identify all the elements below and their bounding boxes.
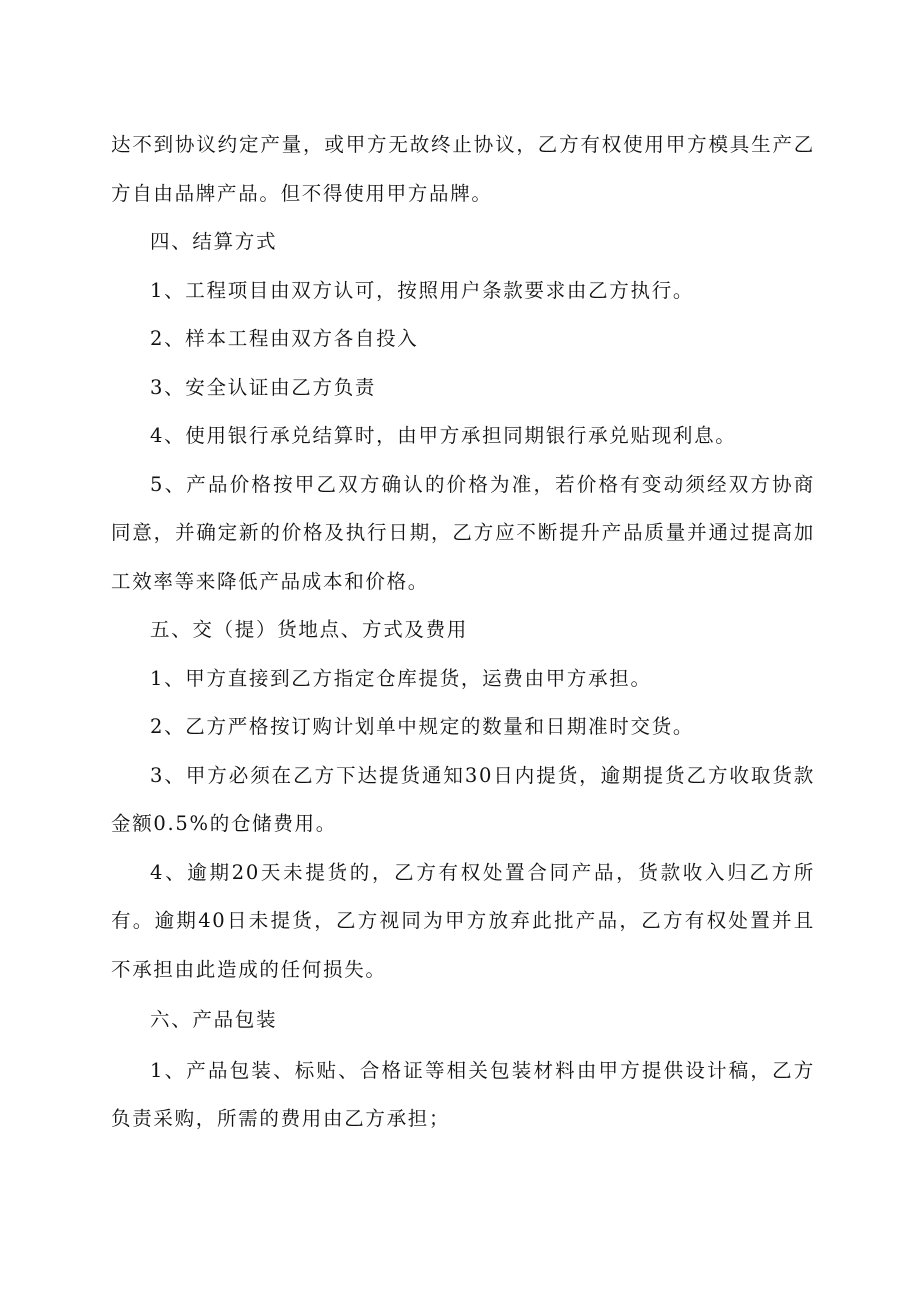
packaging-clause-1: 1、产品包装、标贴、合格证等相关包装材料由甲方提供设计稿，乙方负责采购，所需的费用由乙方承担； [111,1058,815,1130]
delivery-clause-3: 3、甲方必须在乙方下达提货通知30日内提货，逾期提货乙方收取货款金额0.5%的仓储费用。 [111,763,815,835]
settlement-clause-5: 5、产品价格按甲乙双方确认的价格为准，若价格有变动须经双方协商同意，并确定新的价格及执行日期，乙方应不断提升产品质量并通过提高加工效率等来降低产品成本和价格。 [111,472,815,593]
settlement-clause-1: 1、工程项目由双方认可，按照用户条款要求由乙方执行。 [150,278,695,302]
section-heading-packaging: 六、产品包装 [150,1008,278,1031]
settlement-clause-2: 2、样本工程由双方各自投入 [150,327,419,350]
delivery-clause-2: 2、乙方严格按订购计划单中规定的数量和日期准时交货。 [150,715,695,738]
section-heading-delivery: 五、交（提）货地点、方式及费用 [150,618,469,641]
section-heading-settlement: 四、结算方式 [150,230,278,253]
settlement-clause-3: 3、安全认证由乙方负责 [150,375,377,399]
paragraph-continuation: 达不到协议约定产量，或甲方无故终止协议，乙方有权使用甲方模具生产乙方自由品牌产品。但不得使用甲方品牌。 [111,133,815,205]
delivery-clause-4: 4、逾期20天未提货的，乙方有权处置合同产品，货款收入归乙方所有。逾期40日未提货，乙方视同为甲方放弃此批产品，乙方有权处置并且不承担由此造成的任何损失。 [111,860,815,981]
settlement-clause-4: 4、使用银行承兑结算时，由甲方承担同期银行承兑贴现利息。 [150,424,737,447]
delivery-clause-1: 1、甲方直接到乙方指定仓库提货，运费由甲方承担。 [150,666,652,690]
